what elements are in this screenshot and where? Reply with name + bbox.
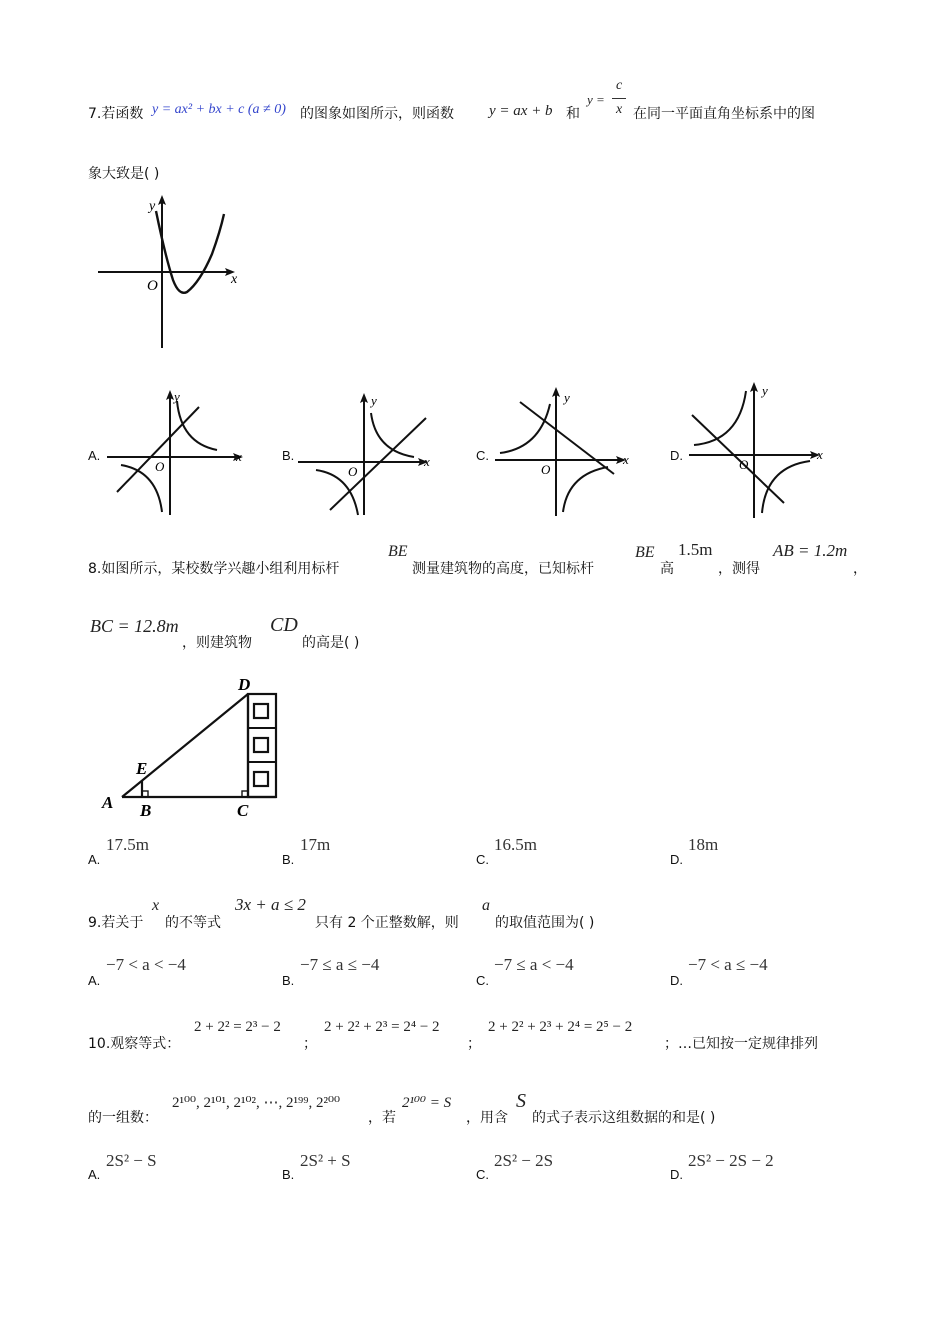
- q7-b-origin: O: [348, 464, 358, 479]
- q7-fraction-bar: [612, 98, 626, 99]
- q10-option-a-label[interactable]: A.: [88, 1167, 101, 1182]
- q7-option-d-label[interactable]: D.: [670, 448, 683, 463]
- q8-line2-b: 的高是( ): [302, 635, 360, 651]
- q7-line1-mid: 的图象如图所示，则函数: [300, 106, 454, 122]
- q8-option-a-label[interactable]: A.: [88, 852, 101, 867]
- q8-option-d-value[interactable]: 18m: [688, 835, 719, 854]
- q7-option-c-label[interactable]: C.: [476, 448, 489, 463]
- q10-option-a-value[interactable]: 2S² − S: [106, 1151, 157, 1170]
- q7-quadratic-formula: y = ax² + bx + c (a ≠ 0): [152, 102, 286, 117]
- q8-gao: 高: [660, 561, 674, 577]
- q9-option-c-label[interactable]: C.: [476, 973, 489, 988]
- q7-main-origin: O: [147, 278, 158, 294]
- q7-inverse-denominator: x: [616, 102, 623, 117]
- q9-option-d-value[interactable]: −7 < a ≤ −4: [688, 955, 768, 974]
- q10-option-b-value[interactable]: 2S² + S: [300, 1151, 351, 1170]
- q7-and: 和: [566, 106, 580, 122]
- q8-bc-value: BC = 12.8m: [90, 616, 179, 636]
- q9-option-b-label[interactable]: B.: [282, 973, 295, 988]
- q9-text-a: 9.若关于: [88, 915, 144, 931]
- q7-d-axis-x: x: [817, 447, 823, 462]
- q7-c-origin: O: [541, 462, 551, 477]
- q10-option-d-value[interactable]: 2S² − 2S − 2: [688, 1151, 774, 1170]
- q7-b-axis-y: y: [371, 393, 377, 408]
- q9-var-a: a: [482, 897, 490, 914]
- q7-b-axis-x: x: [424, 454, 430, 469]
- q7-a-origin: O: [155, 459, 165, 474]
- q10-sequence: 2¹⁰⁰, 2¹⁰¹, 2¹⁰², ⋯, 2¹⁹⁹, 2²⁰⁰: [172, 1095, 341, 1111]
- q8-option-c-label[interactable]: C.: [476, 852, 489, 867]
- q8-ab-value: AB = 1.2m: [773, 541, 848, 560]
- q8-label-e: E: [136, 759, 148, 778]
- q7-main-axis-x: x: [231, 272, 238, 287]
- q10-option-c-value[interactable]: 2S² − 2S: [494, 1151, 554, 1170]
- q9-option-c-value[interactable]: −7 ≤ a < −4: [494, 955, 574, 974]
- q7-option-d-graph[interactable]: [684, 375, 834, 523]
- q8-building-figure: [100, 672, 285, 822]
- q7-linear-formula: y = ax + b: [489, 103, 553, 119]
- q9-option-a-label[interactable]: A.: [88, 973, 101, 988]
- q8-option-c-value[interactable]: 16.5m: [494, 835, 537, 854]
- q7-line2: 象大致是( ): [88, 166, 160, 182]
- q8-cd: CD: [270, 614, 298, 636]
- q9-option-d-label[interactable]: D.: [670, 973, 683, 988]
- q10-equation-2: 2 + 2² + 2³ = 2⁴ − 2: [324, 1019, 440, 1035]
- q9-inequality: 3x + a ≤ 2: [235, 895, 306, 914]
- q7-main-axis-y: y: [149, 199, 156, 214]
- q8-be-2: BE: [635, 544, 655, 561]
- q7-inverse-numerator: c: [616, 78, 623, 93]
- q10-text-e: ，用含: [466, 1110, 508, 1126]
- q10-sep-2: ；: [467, 1036, 481, 1052]
- q8-option-b-label[interactable]: B.: [282, 852, 295, 867]
- q8-label-c: C: [237, 801, 249, 820]
- q7-inverse-y: y =: [587, 92, 605, 107]
- q8-label-a: A: [102, 793, 114, 812]
- q7-line1-pre: 7.若函数: [88, 106, 144, 122]
- q10-sep-1: ；: [303, 1036, 317, 1052]
- q10-condition: 2¹⁰⁰ = S: [402, 1095, 452, 1111]
- q8-line1-c: ，测得: [718, 561, 760, 577]
- q9-text-b: 的不等式: [165, 915, 221, 931]
- q10-text-c: 的一组数：: [88, 1110, 158, 1126]
- q10-option-c-label[interactable]: C.: [476, 1167, 489, 1182]
- q8-comma: ，: [853, 561, 867, 577]
- q8-option-a-value[interactable]: 17.5m: [106, 835, 149, 854]
- q9-text-c: 只有 2 个正整数解，则: [315, 915, 459, 931]
- q8-option-d-label[interactable]: D.: [670, 852, 683, 867]
- q8-option-b-value[interactable]: 17m: [300, 835, 331, 854]
- q8-line2-a: ，则建筑物: [182, 635, 252, 651]
- q7-a-axis-y: y: [174, 389, 180, 404]
- q9-x: x: [152, 897, 160, 914]
- q10-equation-1: 2 + 2² = 2³ − 2: [194, 1019, 281, 1035]
- q9-text-d: 的取值范围为( ): [495, 915, 595, 931]
- q7-option-c-graph[interactable]: [490, 380, 640, 520]
- q7-option-b-label[interactable]: B.: [282, 448, 295, 463]
- q9-option-b-value[interactable]: −7 ≤ a ≤ −4: [300, 955, 380, 974]
- q7-c-axis-y: y: [564, 390, 570, 405]
- q7-d-origin: O: [739, 457, 749, 472]
- q7-c-axis-x: x: [623, 452, 629, 467]
- q8-line1-a: 8.如图所示，某校数学兴趣小组利用标杆: [88, 561, 340, 577]
- q10-text-a: 10.观察等式：: [88, 1036, 181, 1052]
- q9-option-a-value[interactable]: −7 < a < −4: [106, 955, 186, 974]
- q10-equation-3: 2 + 2² + 2³ + 2⁴ = 2⁵ − 2: [488, 1019, 633, 1035]
- q10-text-f: 的式子表示这组数据的和是( ): [532, 1110, 716, 1126]
- q7-line1-post: 在同一平面直角坐标系中的图: [633, 106, 815, 122]
- q8-label-b: B: [140, 801, 152, 820]
- q10-s: S: [516, 1090, 526, 1112]
- q7-option-a-label[interactable]: A.: [88, 448, 101, 463]
- q10-text-d: ，若: [368, 1110, 396, 1126]
- q10-option-d-label[interactable]: D.: [670, 1167, 683, 1182]
- q7-a-axis-x: x: [236, 449, 242, 464]
- q7-option-b-graph[interactable]: [296, 385, 446, 520]
- q7-d-axis-y: y: [762, 383, 768, 398]
- q8-height-value: 1.5m: [678, 540, 713, 559]
- q8-be-1: BE: [388, 543, 408, 560]
- q8-label-d: D: [238, 675, 251, 694]
- q7-option-a-graph[interactable]: [105, 385, 255, 520]
- q7-parabola-graph: [95, 190, 245, 352]
- q10-text-b: ；…已知按一定规律排列: [664, 1036, 818, 1052]
- q8-line1-b: 测量建筑物的高度，已知标杆: [412, 561, 594, 577]
- q10-option-b-label[interactable]: B.: [282, 1167, 295, 1182]
